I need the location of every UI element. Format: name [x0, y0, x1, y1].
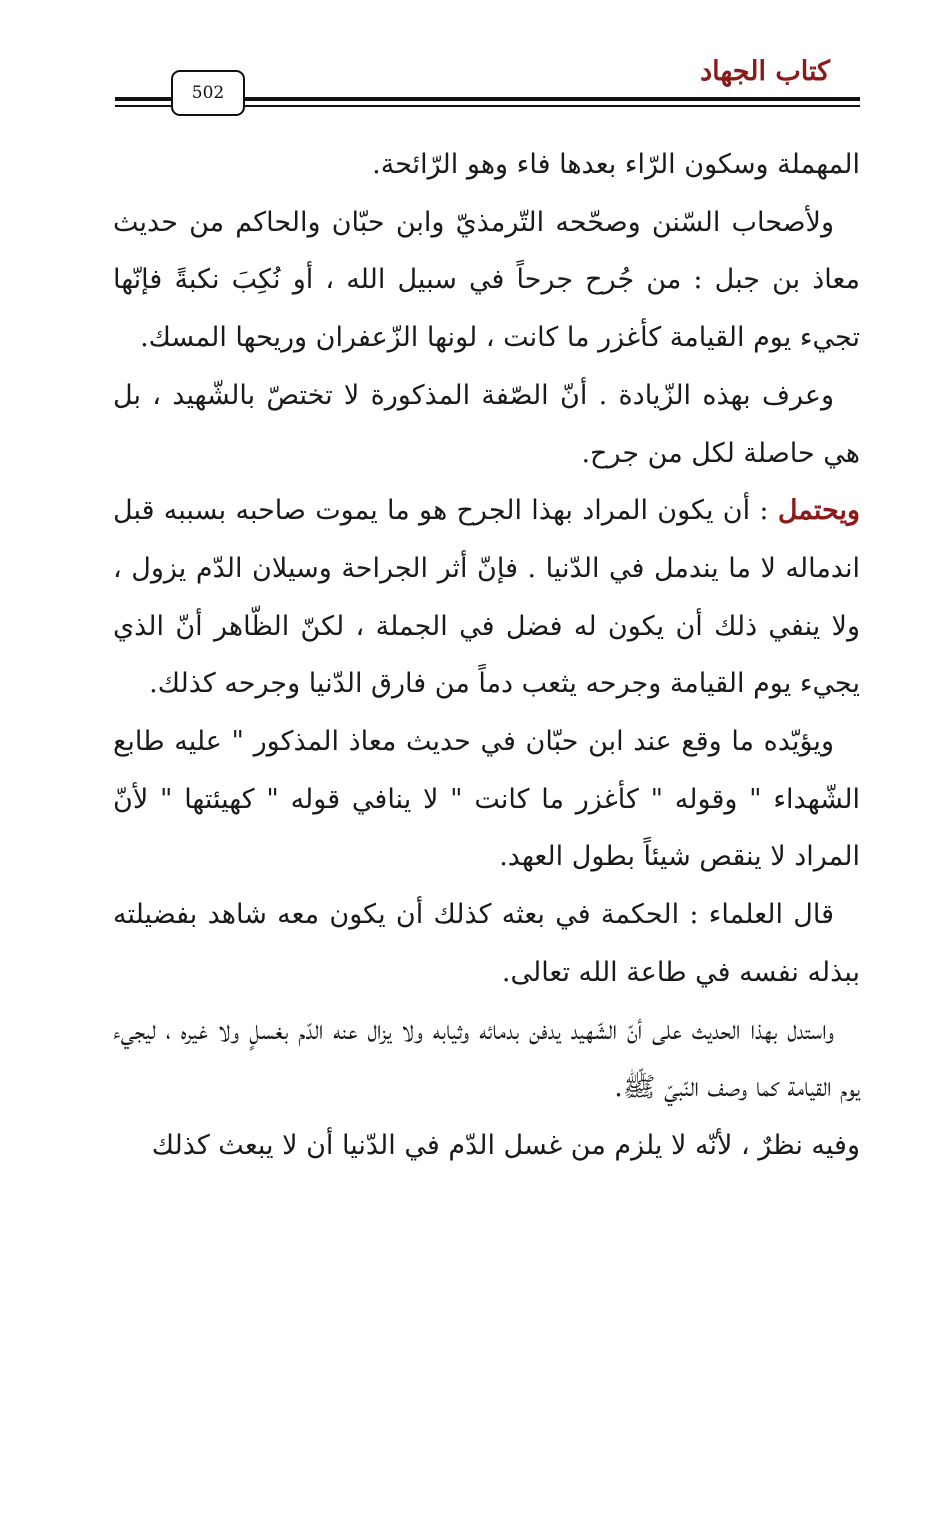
- paragraph-3: وعرف بهذه الزّيادة . أنّ الصّفة المذكورة لا تختصّ بالشّهيد ، بل هي حاصلة لكل من جرح.: [113, 379, 860, 469]
- paragraph-1: المهملة وسكون الرّاء بعدها فاء وهو الرّائحة.: [372, 149, 860, 180]
- page-header: [115, 52, 860, 122]
- highlighted-keyword: ويحتمل: [777, 495, 860, 527]
- paragraph-6: قال العلماء : الحكمة في بعثه كذلك أن يكون معه شاهد بفضيلته ببذله نفسه في طاعة الله تعالى.: [113, 899, 860, 988]
- paragraph-8: وفيه نظرٌ ، لأنّه لا يلزم من غسل الدّم في الدّنيا أن لا يبعث كذلك: [151, 1129, 860, 1161]
- paragraph-5: ويؤيّده ما وقع عند ابن حبّان في حديث معاذ المذكور " عليه طابع الشّهداء " وقوله " كأغزر ما كانت " لا ينافي قوله " كهيئتها " لأنّ المراد لا ينقص شيئاً بطول العهد.: [113, 726, 860, 873]
- page-number-badge: 502: [171, 70, 245, 116]
- paragraph-7: واستدل بهذا الحديث على أنّ الشّهيد يدفن بدمائه وثيابه ولا يزال عنه الدّم بغسلٍ ولا غيره ، ليجيء يوم القيامة كما وصف النّبيّ ﷺ.: [113, 1014, 860, 1104]
- paragraph-4: [113, 482, 860, 713]
- page-body: [113, 136, 860, 1175]
- paragraph-4-text: : أن يكون المراد بهذا الجرح هو ما يموت صاحبه بسببه قبل اندماله لا ما يندمل في الدّنيا . فإنّ أثر الجراحة وسيلان الدّم يزول ، ولا ينفي ذلك أن يكون له فضل في الجملة ، لكنّ الظّاهر أنّ الذي يجيء يوم القيامة وجرحه يثعب دماً من فارق الدّنيا وجرحه كذلك.: [113, 495, 860, 700]
- paragraph-2: ولأصحاب السّنن وصحّحه التّرمذيّ وابن حبّان والحاكم من حديث معاذ بن جبل : من جُرح جرحاً في سبيل الله ، أو نُكِبَ نكبةً فإنّها تجيء يوم القيامة كأغزر ما كانت ، لونها الزّعفران وريحها المسك.: [113, 206, 860, 354]
- book-title: كتاب الجهاد: [700, 56, 830, 87]
